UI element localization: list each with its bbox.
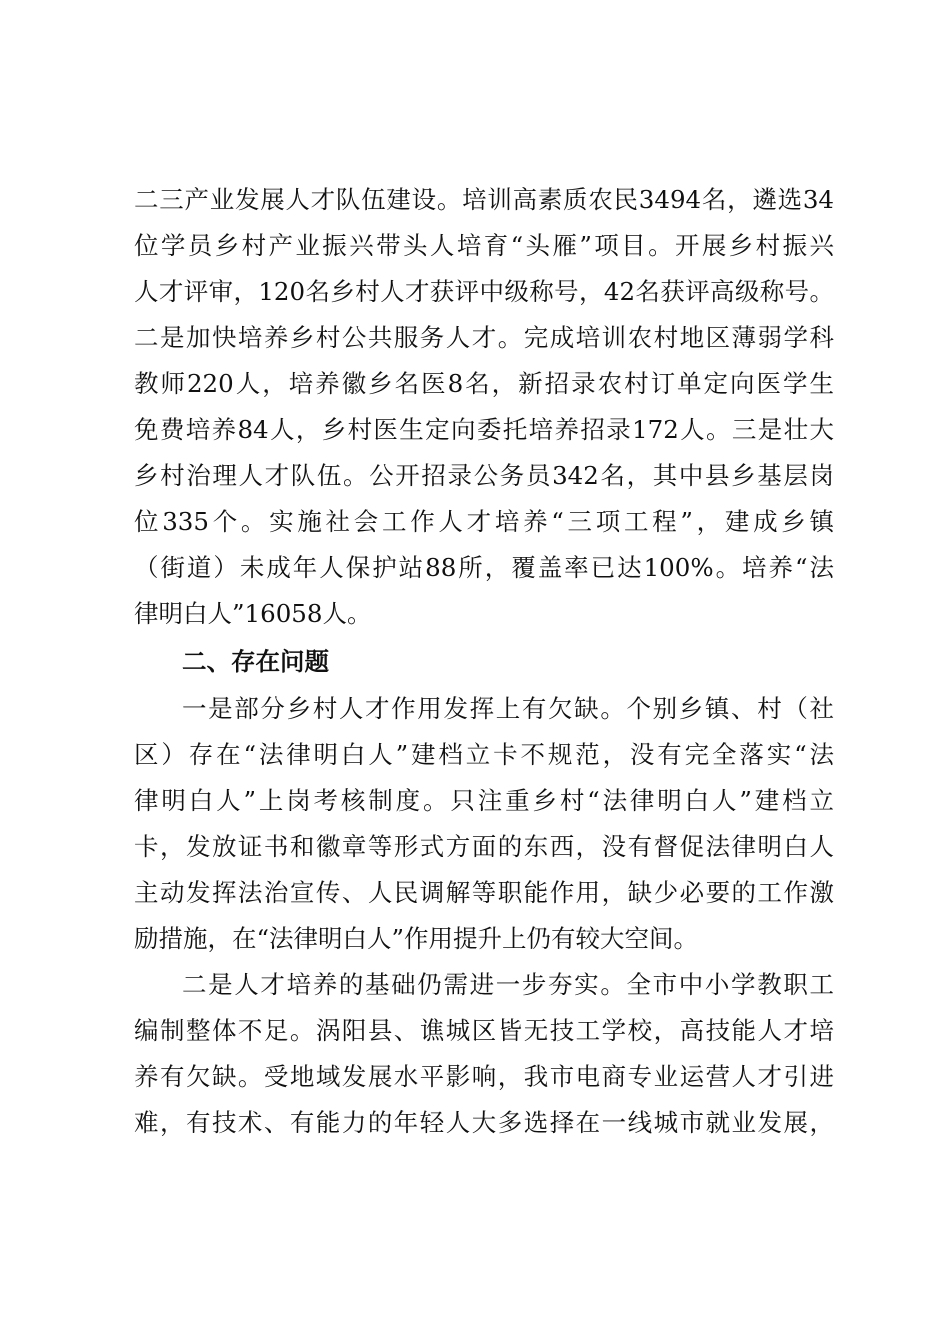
- text-line-16: 主动发挥法治宣传、人民调解等职能作用，缺少必要的工作激: [134, 878, 834, 907]
- text-line-2: 位学员乡村产业振兴带头人培育“头雁”项目。开展乡村振兴: [134, 231, 834, 260]
- text-line-18: 二是人才培养的基础仍需进一步夯实。全市中小学教职工: [182, 970, 834, 999]
- text-line-17: 励措施，在“法律明白人”作用提升上仍有较大空间。: [134, 924, 699, 953]
- text-line-14: 律明白人”上岗考核制度。只注重乡村“法律明白人”建档立: [134, 786, 834, 815]
- text-line-13: 区）存在“法律明白人”建档立卡不规范，没有完全落实“法: [134, 740, 834, 769]
- text-line-8: 位335个。实施社会工作人才培养“三项工程”，建成乡镇: [134, 507, 834, 536]
- text-line-6: 免费培养84人，乡村医生定向委托培养招录172人。三是壮大: [134, 415, 834, 444]
- text-line-4: 二是加快培养乡村公共服务人才。完成培训农村地区薄弱学科: [134, 323, 834, 352]
- text-line-21: 难，有技术、有能力的年轻人大多选择在一线城市就业发展，: [134, 1108, 834, 1137]
- section-heading: 二、存在问题: [182, 647, 329, 676]
- text-line-19: 编制整体不足。涡阳县、谯城区皆无技工学校，高技能人才培: [134, 1016, 834, 1045]
- text-line-20: 养有欠缺。受地域发展水平影响，我市电商专业运营人才引进: [134, 1062, 834, 1091]
- text-line-3: 人才评审，120名乡村人才获评中级称号，42名获评高级称号。: [134, 277, 834, 306]
- text-line-15: 卡，发放证书和徽章等形式方面的东西，没有督促法律明白人: [134, 832, 834, 861]
- text-line-5: 教师220人，培养徽乡名医8名，新招录农村订单定向医学生: [134, 369, 834, 398]
- text-line-1: 二三产业发展人才队伍建设。培训高素质农民3494名，遴选34: [134, 185, 834, 214]
- text-line-12: 一是部分乡村人才作用发挥上有欠缺。个别乡镇、村（社: [182, 694, 834, 723]
- text-line-9: （街道）未成年人保护站88所，覆盖率已达100%。培养“法: [134, 553, 834, 582]
- text-line-10: 律明白人”16058人。: [134, 599, 372, 628]
- text-line-7: 乡村治理人才队伍。公开招录公务员342名，其中县乡基层岗: [134, 461, 834, 490]
